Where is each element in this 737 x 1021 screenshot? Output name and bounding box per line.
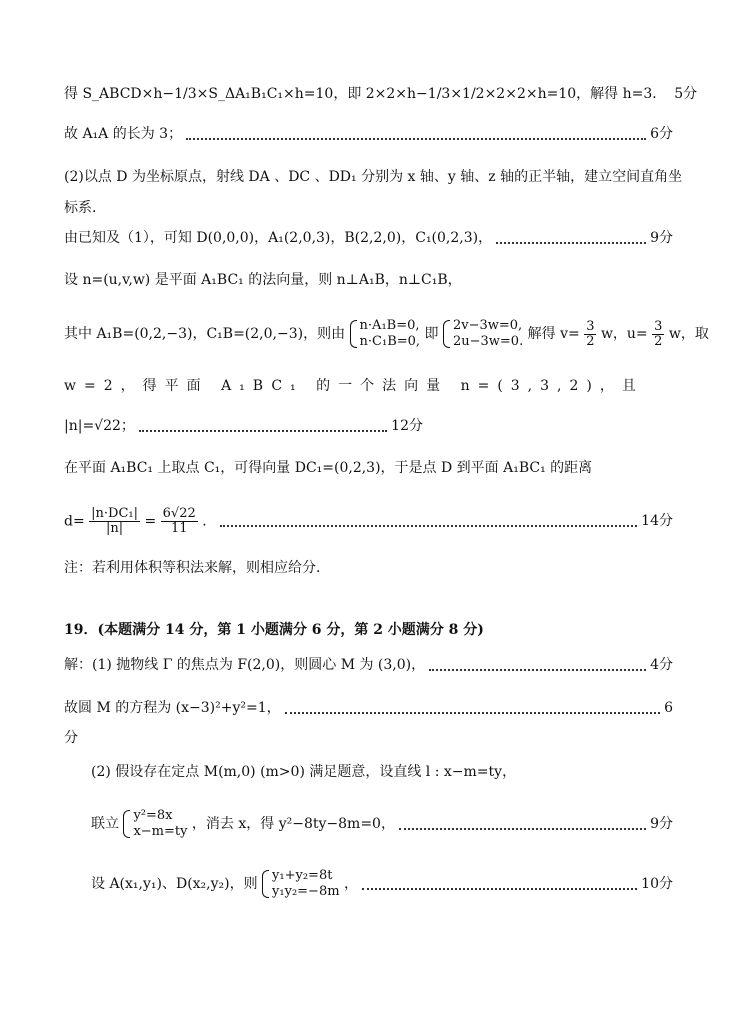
score-label: 9分 bbox=[650, 816, 673, 832]
question-heading: 19．(本题满分 14 分，第 1 小题满分 6 分，第 2 小题满分 8 分) bbox=[64, 622, 484, 638]
leader-dots bbox=[186, 129, 646, 140]
score-label: 12分 bbox=[391, 418, 423, 434]
leader-dots bbox=[496, 233, 646, 244]
fraction: $\frac{3}{2}$ bbox=[654, 318, 663, 349]
leader-dots bbox=[399, 819, 646, 830]
line-3: (2)以点 D 为坐标原点，射线 DA 、DC 、DD₁ 分别为 x 轴、y 轴、z 轴的正半轴，建立空间直角坐 bbox=[64, 169, 683, 185]
fraction: $\frac{\text{|n·DC₁|}}{|n|}$ bbox=[91, 505, 139, 536]
line-8: w=2，得平面 A₁BC₁ 的一个法向量 n=(3,3,2)，且 bbox=[64, 378, 644, 394]
score-label: 10分 bbox=[641, 876, 673, 892]
equation-system: n·A₁B=0, n·C₁B=0, bbox=[350, 318, 421, 350]
line-6: 设 n=(u,v,w) 是平面 A₁BC₁ 的法向量，则 n⊥A₁B，n⊥C₁B， bbox=[64, 272, 462, 288]
equation-system: y₁+y₂=8t y₁y₂=−8m bbox=[262, 868, 340, 900]
line-17: (2) 假设存在定点 M(m,0) (m>0) 满足题意，设直线 l : x−m=ty， bbox=[91, 764, 517, 780]
leader-dots bbox=[220, 516, 637, 527]
score-label: 9分 bbox=[650, 230, 673, 246]
leader-dots bbox=[362, 879, 637, 890]
score-label: 14分 bbox=[641, 513, 673, 529]
leader-dots bbox=[139, 421, 387, 432]
line-10: 在平面 A₁BC₁ 上取点 C₁，可得向量 DC₁=(0,2,3)，于是点 D 到平面 A₁BC₁ 的距离 bbox=[64, 460, 593, 476]
document-page: 得 S_ABCD×h−1/3×S_ΔA₁B₁C₁×h=10，即 2×2×h−1/3×1/2×2×2×h=10，解得 h=3． 5分 故 A₁A 的长为 3； 6分 (2)以点 D 为坐标原点，射线 DA 、DC 、DD₁ 分别为 x 轴、y 轴、z 轴的正半轴，建立空间直角坐 标系． 由已知及（1），可知 D(0,0,0)，A₁(2,0,3)，B(2,2,0)，C₁(0,2,3)， 9分 设 n=(u,v,w) 是平面 A₁BC₁ 的法向量，则 n⊥A₁B，n⊥C₁B， 其中 A₁B=(0,2,−3)，C₁B=(2,0,−3)，则由 n·A₁B=0, n·C₁B=0, 即 2v−3w=0, 2u−3w=0. 解得 v= $\frac{3}{2}$ w，u= $\frac{3}{2}$ w，取 w=2，得平面 A₁BC₁ 的一个法向量 n=(3,3,2)，且 |n|=√22； 12分 在平面 A₁BC₁ 上取点 C₁，可得向量 DC₁=(0,2,3)，于是点 D 到平面 A₁BC₁ 的距离 d= $\frac{\text{|n·DC₁|}}{|n|}$ = $\frac{6√22}{11}$ ． 14分 注：若利用体积等积法来解，则相应给分． 19．(本题满分 14 分，第 1 小题满分 6 分，第 2 小题满分 8 分) 解：(1) 抛物线 Γ 的焦点为 F(2,0)，则圆心 M 为 (3,0)， 4分 故圆 M 的方程为 (x−3)²+y²=1， 6 分 (2) 假设存在定点 M(m,0) (m>0) 满足题意，设直线 l : x−m=ty， 联立 y²=8x x−m=ty ，消去 x，得 y²−8ty−8m=0， 9分 设 A(x₁,y₁)、D(x₂,y₂)，则 y₁+y₂=8t y₁y₂=−8m ， 10分 bbox=[64, 86, 709, 899]
line-7: 其中 A₁B=(0,2,−3)，C₁B=(2,0,−3)，则由 n·A₁B=0, n·C₁B=0, 即 2v−3w=0, 2u−3w=0. 解得 v= $\frac{3}{2}$ w，u= $\frac{3}{2}$ w，取 bbox=[64, 318, 709, 349]
fraction: $\frac{3}{2}$ bbox=[586, 318, 595, 349]
line-4: 标系． bbox=[64, 200, 106, 216]
equation-system: y²=8x x−m=ty bbox=[123, 808, 187, 840]
score-label: 6 bbox=[664, 700, 673, 716]
line-16: 分 bbox=[64, 730, 78, 746]
score-label: 4分 bbox=[650, 657, 673, 673]
line-12: 注：若利用体积等积法来解，则相应给分． bbox=[64, 560, 330, 576]
leader-dots bbox=[285, 703, 660, 714]
score-label: 5分 bbox=[674, 86, 698, 102]
score-label: 6分 bbox=[650, 126, 673, 142]
leader-dots bbox=[429, 660, 646, 671]
equation-system: 2v−3w=0, 2u−3w=0. bbox=[443, 318, 523, 350]
fraction: $\frac{6√22}{11}$ bbox=[162, 505, 196, 536]
